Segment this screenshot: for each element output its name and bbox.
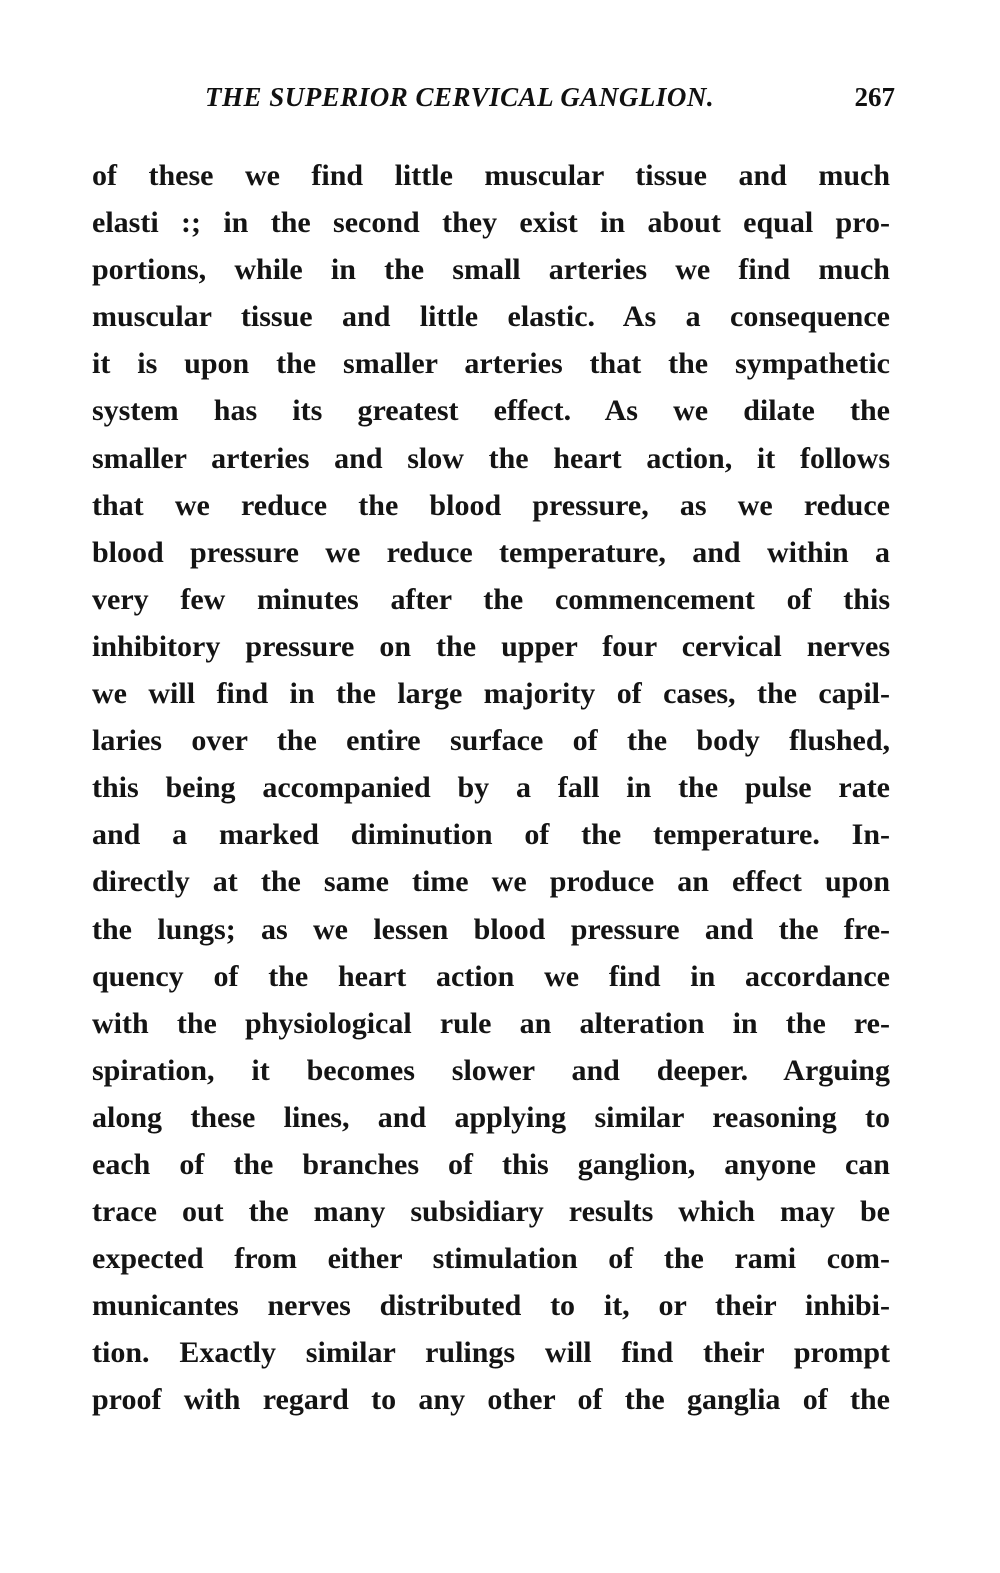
text-line: the lungs; as we lessen blood pressure and the fre- xyxy=(92,912,890,946)
text-line: along these lines, and applying similar reasoning to xyxy=(92,1100,890,1134)
text-line: of these we find little muscular tissue and much xyxy=(92,159,890,192)
text-line: that we reduce the blood pressure, as we reduce xyxy=(92,488,890,522)
text-line: each of the branches of this ganglion, anyone can xyxy=(92,1147,890,1181)
text-line: portions, while in the small arteries we find much xyxy=(92,253,890,287)
text-line: this being accompanied by a fall in the pulse rate xyxy=(92,771,890,805)
page-number: 267 xyxy=(854,82,895,112)
text-line: smaller arteries and slow the heart action, it follows xyxy=(92,441,890,475)
text-line: blood pressure we reduce temperature, and within a xyxy=(92,535,890,569)
text-line: directly at the same time we produce an effect upon xyxy=(92,865,890,899)
text-line: tion. Exactly similar rulings will find their prompt xyxy=(92,1336,890,1370)
text-line: system has its greatest effect. As we dilate the xyxy=(92,394,890,428)
text-line: laries over the entire surface of the body flushed, xyxy=(92,724,890,758)
text-line: inhibitory pressure on the upper four cervical nerves xyxy=(92,629,890,663)
body-text xyxy=(92,152,890,1424)
text-line: muscular tissue and little elastic. As a consequence xyxy=(92,300,890,334)
text-line: and a marked diminution of the temperature. In- xyxy=(92,818,890,852)
text-line: with the physiological rule an alteration in the re- xyxy=(92,1006,890,1040)
text-line: municantes nerves distributed to it, or their inhibi- xyxy=(92,1289,890,1323)
chapter-title: THE SUPERIOR CERVICAL GANGLION. xyxy=(205,82,715,112)
text-line: expected from either stimulation of the rami com- xyxy=(92,1242,890,1276)
running-head xyxy=(200,82,895,122)
text-line: elasti :; in the second they exist in about equal pro- xyxy=(92,206,890,240)
text-line: spiration, it becomes slower and deeper. Arguing xyxy=(92,1053,890,1087)
text-line: we will find in the large majority of cases, the capil- xyxy=(92,677,890,711)
text-line: quency of the heart action we find in accordance xyxy=(92,959,890,993)
text-line: trace out the many subsidiary results which may be xyxy=(92,1195,890,1229)
text-line: proof with regard to any other of the ganglia of the xyxy=(92,1383,890,1417)
text-line: it is upon the smaller arteries that the sympathetic xyxy=(92,347,890,381)
text-line: very few minutes after the commencement of this xyxy=(92,582,890,616)
